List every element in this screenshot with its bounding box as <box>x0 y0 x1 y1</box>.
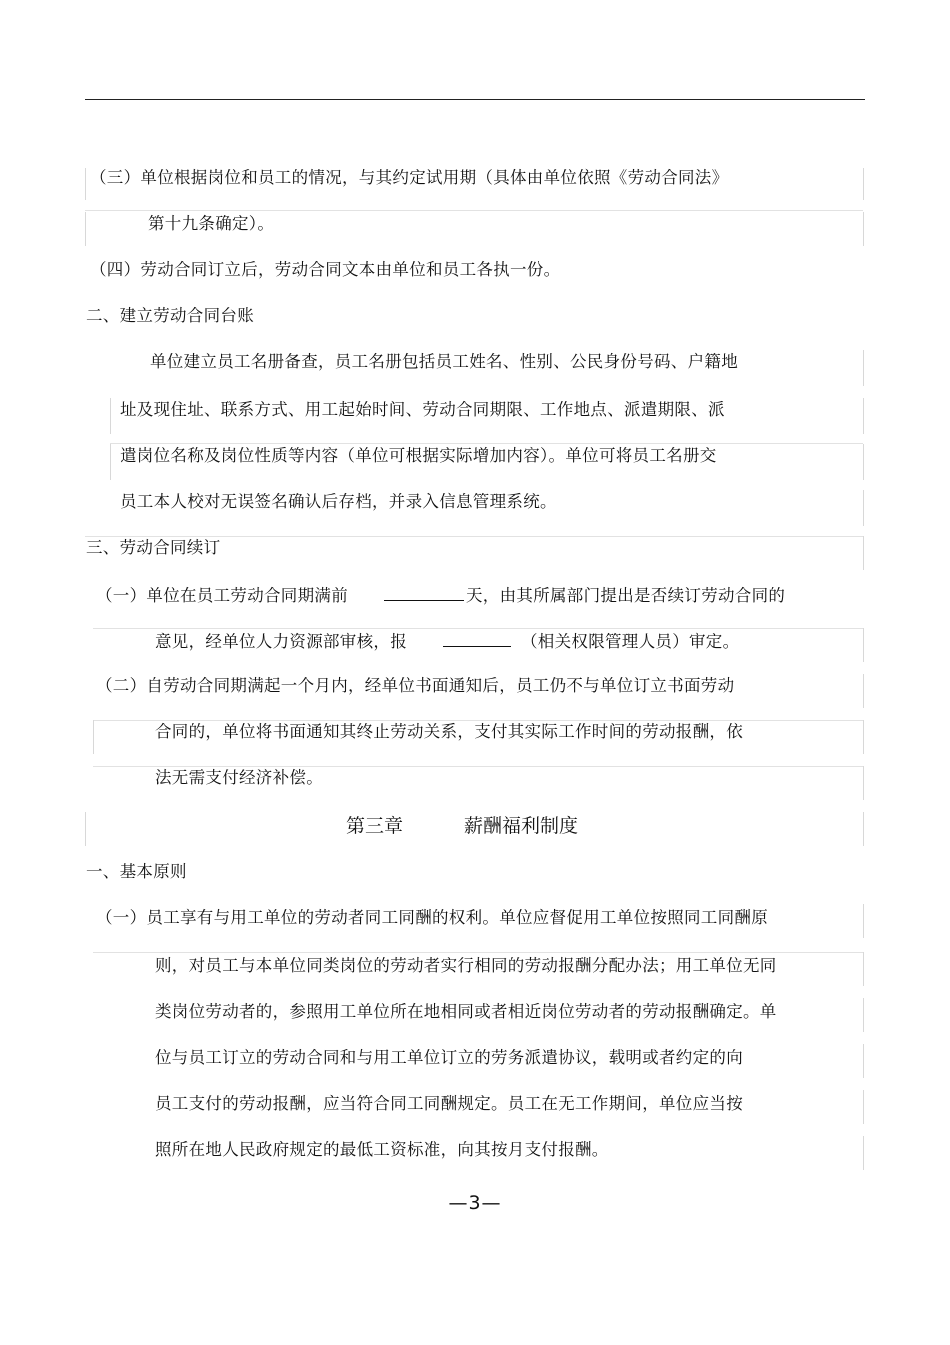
border-line <box>863 674 864 708</box>
border-line <box>85 812 86 846</box>
fill-in-blank[interactable] <box>443 630 511 647</box>
border-line <box>863 766 864 800</box>
chapter-number: 第三章 <box>346 815 404 837</box>
border-line <box>863 350 864 386</box>
text-line: 类岗位劳动者的，参照用工单位所在地相同或者相近岗位劳动者的劳动报酬确定。单 <box>155 1002 777 1021</box>
border-line <box>85 210 863 211</box>
section-heading: 二、建立劳动合同台账 <box>86 306 254 325</box>
text-line: 照所在地人民政府规定的最低工资标准，向其按月支付报酬。 <box>155 1140 609 1159</box>
text-line: 合同的，单位将书面通知其终止劳动关系，支付其实际工作时间的劳动报酬，依 <box>155 722 743 741</box>
text-line: 则，对员工与本单位同类岗位的劳动者实行相同的劳动报酬分配办法；用工单位无同 <box>155 956 777 975</box>
border-line <box>93 766 863 767</box>
text-line: （二）自劳动合同期满起一个月内，经单位书面通知后，员工仍不与单位订立书面劳动 <box>96 676 735 695</box>
border-line <box>863 628 864 662</box>
border-line <box>863 1090 864 1124</box>
header-rule <box>85 99 865 100</box>
text-segment: 天，由其所属部门提出是否续订劳动合同的 <box>466 586 786 605</box>
text-segment: （一）单位在员工劳动合同期满前 <box>96 586 348 605</box>
border-line <box>93 720 863 721</box>
border-line <box>863 998 864 1032</box>
text-line <box>155 630 739 652</box>
border-line <box>85 536 863 537</box>
border-line <box>863 444 864 480</box>
text-line: 员工本人校对无误签名确认后存档，并录入信息管理系统。 <box>120 492 557 511</box>
border-line <box>85 212 86 246</box>
chapter-title: 薪酬福利制度 <box>464 815 579 837</box>
text-line: （四）劳动合同订立后，劳动合同文本由单位和员工各执一份。 <box>90 260 561 279</box>
border-line <box>110 444 111 480</box>
text-line: 第十九条确定）。 <box>148 214 275 233</box>
border-line <box>863 212 864 246</box>
border-line <box>863 1136 864 1170</box>
border-line <box>863 812 864 846</box>
section-heading: 一、基本原则 <box>86 862 187 881</box>
border-line <box>863 536 864 570</box>
border-line <box>110 398 111 434</box>
border-line <box>93 720 94 754</box>
text-line: 址及现住址、联系方式、用工起始时间、劳动合同期限、工作地点、派遣期限、派 <box>120 400 725 419</box>
border-line <box>93 628 863 629</box>
border-line <box>863 904 864 938</box>
page-number: —3— <box>448 1192 502 1214</box>
text-segment: （相关权限管理人员）审定。 <box>521 632 740 651</box>
fill-in-blank[interactable] <box>384 584 464 601</box>
text-line: 员工支付的劳动报酬，应当符合同工同酬规定。员工在无工作期间，单位应当按 <box>155 1094 743 1113</box>
text-line <box>96 584 785 606</box>
border-line <box>93 952 863 953</box>
text-line: 遣岗位名称及岗位性质等内容（单位可根据实际增加内容）。单位可将员工名册交 <box>120 446 717 465</box>
border-line <box>863 1044 864 1078</box>
text-line: （三）单位根据岗位和员工的情况，与其约定试用期（具体由单位依照《劳动合同法》 <box>90 168 729 187</box>
text-segment: 意见，经单位人力资源部审核，报 <box>155 632 407 651</box>
border-line <box>863 952 864 986</box>
text-line: 单位建立员工名册备查，员工名册包括员工姓名、性别、公民身份号码、户籍地 <box>150 352 738 371</box>
border-line <box>863 168 864 200</box>
border-line <box>85 168 86 200</box>
text-line: （一）员工享有与用工单位的劳动者同工同酬的权利。单位应督促用工单位按照同工同酬原 <box>96 908 768 927</box>
section-heading: 三、劳动合同续订 <box>86 538 221 557</box>
text-line: 法无需支付经济补偿。 <box>155 768 323 787</box>
border-line <box>863 398 864 434</box>
border-line <box>863 720 864 754</box>
border-line <box>863 490 864 526</box>
text-line: 位与员工订立的劳动合同和与用工单位订立的劳务派遣协议，载明或者约定的向 <box>155 1048 743 1067</box>
border-line <box>110 443 863 444</box>
